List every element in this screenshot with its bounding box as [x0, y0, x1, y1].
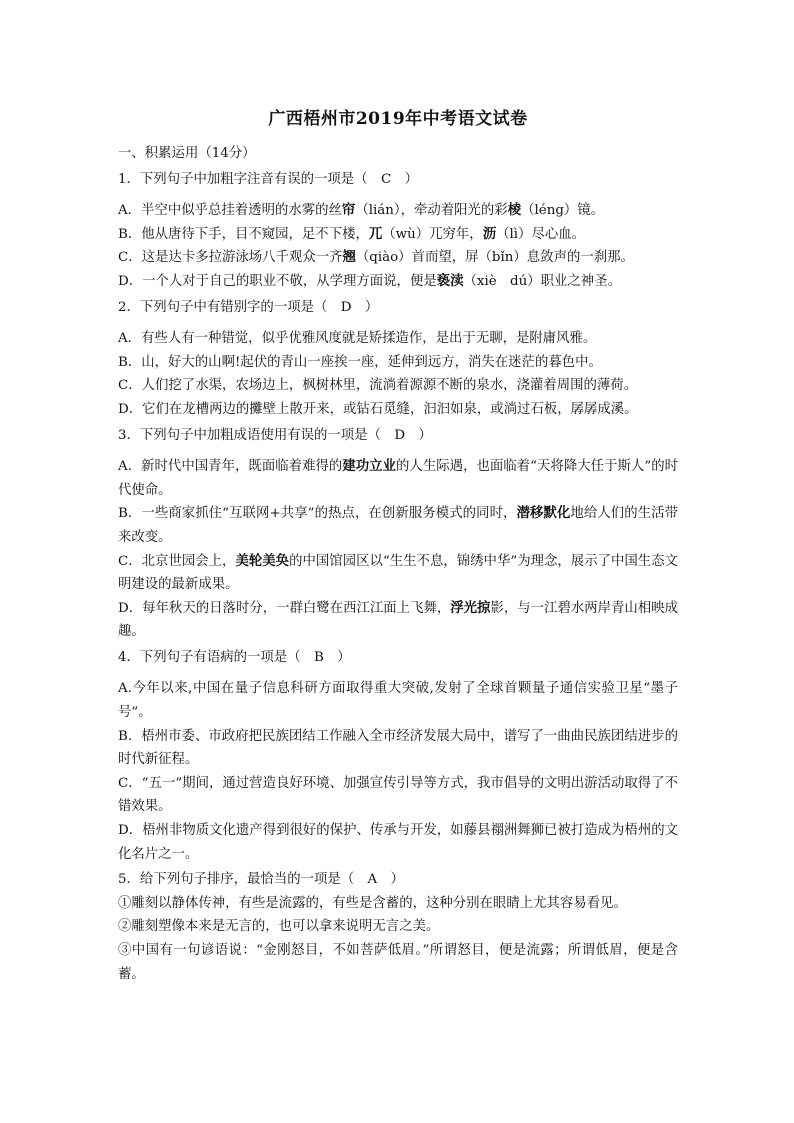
q3-option-b: B．一些商家抓住“互联网+共享”的热点，在创新服务模式的同时，潜移默化地给人们的生活带来改变。: [118, 505, 679, 545]
q1-option-d: D．一个人对于自己的职业不敬，从学理方面说，便是亵渎（xiè dú）职业之神圣。: [118, 272, 621, 289]
question-4-stem: 4．下列句子有语病的一项是（ B ）: [118, 649, 351, 665]
q1-option-c: C．这是达卡多拉游泳场八千观众一齐翘（qiào）首而望，屏（bǐn）息敛声的一刹那。: [118, 249, 634, 266]
q2-option-b: B．山，好大的山啊!起伏的青山一座挨一座，延伸到远方，消失在迷茫的暮色中。: [118, 354, 602, 370]
exam-page: [118, 104, 678, 986]
q2-option-a: A．有些人有一种错觉，似乎优雅风度就是矫揉造作，是出于无聊，是附庸风雅。: [118, 331, 597, 347]
section-heading: 一、积累运用（14分）: [118, 146, 256, 161]
q5-item-1: ①雕刻以静体传神，有些是流露的，有些是含蓄的，这种分别在眼睛上尤其容易看见。: [118, 895, 627, 911]
q4-option-b: B．梧州市委、市政府把民族团结工作融入全市经济发展大局中，谱写了一曲曲民族团结进步的时代新征程。: [118, 728, 678, 768]
q2-option-c: C．人们挖了水渠，农场边上，枫树林里，流淌着源源不断的泉水，浇灌着周围的薄荷。: [118, 378, 638, 394]
q3-option-d: D．每年秋天的日落时分，一群白鹭在西江江面上飞舞，浮光掠影，与一江碧水两岸青山相映成趣。: [118, 599, 679, 640]
q3-option-c: C．北京世园会上，美轮美奂的中国馆园区以“生生不息，锦绣中华”为理念，展示了中国生态文明建设的最新成果。: [118, 552, 678, 593]
question-3-stem: 3．下列句子中加粗成语使用有误的一项是（ D ）: [118, 427, 432, 443]
q5-item-2: ②雕刻塑像本来是无言的，也可以拿来说明无言之美。: [118, 919, 440, 935]
q4-option-a: A.今年以来,中国在量子信息科研方面取得重大突破,发射了全球首颗量子通信实验卫星“墨子号”。: [118, 681, 678, 721]
question-1-stem: 1．下列句子中加粗字注音有误的一项是（ C ）: [118, 171, 418, 187]
q5-item-3: ③中国有一句谚语说：“金刚怒目，不如菩萨低眉。”所谓怒目，便是流露；所谓低眉，便是含蓄。: [118, 943, 678, 982]
q1-option-a: A．半空中似乎总挂着透明的水雾的丝帘（lián），牵动着阳光的彩棱（léng）镜。: [118, 202, 605, 219]
question-5-stem: 5．给下列句子排序，最恰当的一项是（ A ）: [118, 872, 405, 888]
q4-option-d: D．梧州非物质文化遗产得到很好的保护、传承与开发，如藤县禤洲舞狮已被打造成为梧州的文化名片之一。: [118, 823, 678, 862]
page-title: 广西梧州市2019年中考语文试卷: [268, 109, 528, 129]
q1-option-b: B．他从唐待下手，目不窥园，足不下楼，兀（wù）兀穷年，沥（lì）尽心血。: [118, 225, 586, 242]
q2-option-d: D．它们在龙槽两边的攤壁上散开来，或钻石觅缝，汩汩如泉，或淌过石板，孱孱成溪。: [118, 401, 638, 417]
q3-option-a: A．新时代中国青年，既面临着难得的建功立业的人生际遇，也面临着“天将降大任于斯人”的时代使命。: [118, 458, 679, 498]
q4-option-c: C．“五一”期间，通过营造良好环境、加强宣传引导等方式，我市倡导的文明出游活动取得了不错效果。: [118, 775, 678, 815]
question-2-stem: 2．下列句子中有错别字的一项是（ D ）: [118, 299, 379, 315]
